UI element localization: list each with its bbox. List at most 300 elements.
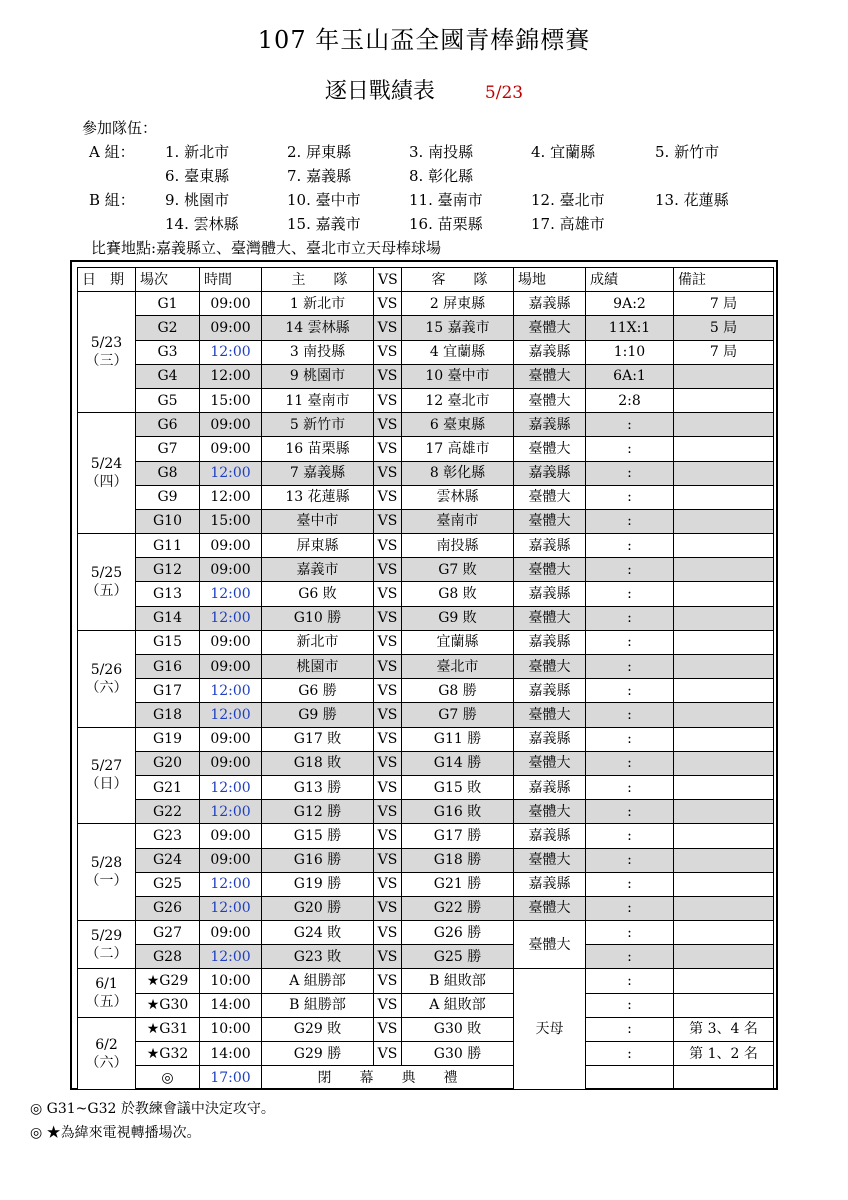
game-id: G16 (136, 655, 200, 679)
game-time: 15:00 (200, 509, 262, 533)
game-venue: 臺體大 (514, 848, 586, 872)
team-item: 13. 花蓮縣 (655, 191, 729, 209)
vs-label: VS (374, 1017, 402, 1041)
group-b-label: B 組： (89, 191, 135, 209)
game-score: : (586, 655, 674, 679)
game-id: G23 (136, 824, 200, 848)
vs-label: VS (374, 679, 402, 703)
header-date: 日 期 (78, 268, 136, 292)
game-score: 9A:2 (586, 292, 674, 316)
game-note (674, 824, 774, 848)
vs-label: VS (374, 485, 402, 509)
game-venue: 臺體大 (514, 388, 586, 412)
header-score: 成績 (586, 268, 674, 292)
away-team: 15 嘉義市 (402, 316, 514, 340)
game-note (674, 364, 774, 388)
vs-label: VS (374, 413, 402, 437)
away-team: G11 勝 (402, 727, 514, 751)
game-score: : (586, 606, 674, 630)
game-score: : (586, 775, 674, 799)
game-venue: 臺體大 (514, 751, 586, 775)
table-row (78, 1042, 774, 1066)
game-venue: 臺體大 (514, 703, 586, 727)
vs-label: VS (374, 872, 402, 896)
game-id: G14 (136, 606, 200, 630)
game-note (674, 485, 774, 509)
away-team: G25 勝 (402, 945, 514, 969)
away-team: G15 敗 (402, 775, 514, 799)
table-row (78, 703, 774, 727)
game-note (674, 751, 774, 775)
game-venue: 臺體大 (514, 509, 586, 533)
day-cell (78, 534, 136, 631)
table-row (78, 630, 774, 654)
game-venue: 臺體大 (514, 364, 586, 388)
game-time: 12:00 (200, 461, 262, 485)
away-team: G18 勝 (402, 848, 514, 872)
schedule-body (78, 292, 774, 1090)
away-team: 2 屏東縣 (402, 292, 514, 316)
footnote: ◎ ★為緯來電視轉播場次。 (30, 1125, 201, 1141)
game-venue: 嘉義縣 (514, 340, 586, 364)
table-row (78, 872, 774, 896)
game-note (674, 800, 774, 824)
home-team: 臺中市 (262, 509, 374, 533)
day-date: 5/23 (90, 335, 123, 352)
game-note (674, 630, 774, 654)
game-note (674, 461, 774, 485)
game-id: G22 (136, 800, 200, 824)
game-venue: 臺體大 (514, 896, 586, 920)
home-team: 13 花蓮縣 (262, 485, 374, 509)
game-venue: 臺體大 (514, 800, 586, 824)
game-venue: 臺體大 (514, 921, 586, 969)
game-time: 12:00 (200, 679, 262, 703)
home-team: 14 雲林縣 (262, 316, 374, 340)
header-away: 客 隊 (402, 268, 514, 292)
team-item: 9. 桃園市 (165, 191, 230, 209)
game-id: G24 (136, 848, 200, 872)
game-score: : (586, 413, 674, 437)
home-team: G17 敗 (262, 727, 374, 751)
game-id: G15 (136, 630, 200, 654)
away-team: G21 勝 (402, 872, 514, 896)
table-row (78, 969, 774, 993)
game-id: G6 (136, 413, 200, 437)
game-time: 15:00 (200, 388, 262, 412)
game-score: : (586, 824, 674, 848)
game-score: : (586, 945, 674, 969)
away-team: 17 高雄市 (402, 437, 514, 461)
away-team: 雲林縣 (402, 485, 514, 509)
vs-label: VS (374, 292, 402, 316)
home-team: G24 敗 (262, 921, 374, 945)
team-item: 1. 新北市 (165, 143, 230, 161)
table-row (78, 727, 774, 751)
game-id: G8 (136, 461, 200, 485)
vs-label: VS (374, 582, 402, 606)
game-venue: 臺體大 (514, 437, 586, 461)
day-cell (78, 630, 136, 727)
away-team: G30 敗 (402, 1017, 514, 1041)
home-team: B 組勝部 (262, 993, 374, 1017)
day-weekday: （一） (85, 873, 128, 890)
closing-time: 17:00 (200, 1066, 262, 1090)
away-team: G17 勝 (402, 824, 514, 848)
home-team: 3 南投縣 (262, 340, 374, 364)
away-team: 12 臺北市 (402, 388, 514, 412)
game-note (674, 679, 774, 703)
game-venue: 臺體大 (514, 606, 586, 630)
game-id: G26 (136, 896, 200, 920)
game-score: : (586, 679, 674, 703)
game-note: 7 局 (674, 340, 774, 364)
team-item: 4. 宜蘭縣 (531, 143, 596, 161)
game-score: 1:10 (586, 340, 674, 364)
game-note (674, 775, 774, 799)
game-note (674, 558, 774, 582)
day-cell (78, 921, 136, 969)
table-row (78, 413, 774, 437)
game-id: G4 (136, 364, 200, 388)
vs-label: VS (374, 775, 402, 799)
vs-label: VS (374, 945, 402, 969)
vs-label: VS (374, 364, 402, 388)
vs-label: VS (374, 534, 402, 558)
vs-label: VS (374, 655, 402, 679)
day-date: 6/1 (95, 976, 118, 993)
vs-label: VS (374, 703, 402, 727)
closing-score (586, 1066, 674, 1090)
home-team: 11 臺南市 (262, 388, 374, 412)
game-note (674, 413, 774, 437)
home-team: G12 勝 (262, 800, 374, 824)
game-venue: 嘉義縣 (514, 727, 586, 751)
game-note (674, 509, 774, 533)
home-team: 7 嘉義縣 (262, 461, 374, 485)
team-item: 7. 嘉義縣 (287, 167, 352, 185)
game-venue: 天母 (514, 969, 586, 1090)
day-date: 5/26 (90, 661, 123, 678)
table-row (78, 340, 774, 364)
header-row (78, 268, 774, 292)
game-id: G20 (136, 751, 200, 775)
game-id: ★G29 (136, 969, 200, 993)
game-id: G11 (136, 534, 200, 558)
game-note (674, 655, 774, 679)
subtitle-text: 逐日戰績表 (324, 79, 435, 104)
closing-note (674, 1066, 774, 1090)
away-team: G26 勝 (402, 921, 514, 945)
home-team: 16 苗栗縣 (262, 437, 374, 461)
report-date: 5/23 (484, 83, 524, 103)
game-id: G1 (136, 292, 200, 316)
game-time: 14:00 (200, 993, 262, 1017)
game-score: : (586, 727, 674, 751)
game-score: : (586, 921, 674, 945)
home-team: G29 勝 (262, 1042, 374, 1066)
game-id: ★G30 (136, 993, 200, 1017)
game-id: G28 (136, 945, 200, 969)
game-time: 12:00 (200, 606, 262, 630)
closing-row (78, 1066, 774, 1090)
game-id: ★G31 (136, 1017, 200, 1041)
home-team: 桃園市 (262, 655, 374, 679)
table-row (78, 679, 774, 703)
game-score: : (586, 630, 674, 654)
footnote: ◎ G31~G32 於教練會議中決定攻守。 (30, 1101, 275, 1117)
day-weekday: （五） (85, 582, 128, 599)
table-row (78, 945, 774, 969)
game-time: 12:00 (200, 872, 262, 896)
game-venue: 嘉義縣 (514, 292, 586, 316)
closing-label: 閉 幕 典 禮 (262, 1066, 514, 1090)
away-team: G8 勝 (402, 679, 514, 703)
game-time: 09:00 (200, 921, 262, 945)
game-time: 09:00 (200, 534, 262, 558)
away-team: G30 勝 (402, 1042, 514, 1066)
vs-label: VS (374, 848, 402, 872)
home-team: G13 勝 (262, 775, 374, 799)
table-row (78, 606, 774, 630)
schedule-table (77, 267, 774, 1090)
closing-id: ◎ (136, 1066, 200, 1090)
game-id: G19 (136, 727, 200, 751)
game-venue: 嘉義縣 (514, 679, 586, 703)
footnotes (30, 1097, 275, 1145)
team-item: 5. 新竹市 (655, 143, 720, 161)
home-team: 屏東縣 (262, 534, 374, 558)
day-cell (78, 292, 136, 413)
game-venue: 臺體大 (514, 655, 586, 679)
home-team: 9 桃園市 (262, 364, 374, 388)
vs-label: VS (374, 896, 402, 920)
game-id: G10 (136, 509, 200, 533)
table-row (78, 1017, 774, 1041)
game-score: : (586, 1017, 674, 1041)
day-date: 5/24 (90, 456, 123, 473)
vs-label: VS (374, 1042, 402, 1066)
vs-label: VS (374, 437, 402, 461)
game-note: 第 1、2 名 (674, 1042, 774, 1066)
table-row (78, 388, 774, 412)
team-item: 12. 臺北市 (531, 191, 605, 209)
table-row (78, 582, 774, 606)
vs-label: VS (374, 388, 402, 412)
game-note (674, 388, 774, 412)
vs-label: VS (374, 921, 402, 945)
team-item: 16. 苗栗縣 (409, 215, 483, 233)
table-row (78, 848, 774, 872)
away-team: G14 勝 (402, 751, 514, 775)
away-team: 4 宜蘭縣 (402, 340, 514, 364)
table-row (78, 921, 774, 945)
home-team: 新北市 (262, 630, 374, 654)
game-note (674, 921, 774, 945)
game-time: 12:00 (200, 896, 262, 920)
game-time: 09:00 (200, 413, 262, 437)
game-note: 7 局 (674, 292, 774, 316)
vs-label: VS (374, 461, 402, 485)
game-id: G7 (136, 437, 200, 461)
game-venue: 嘉義縣 (514, 534, 586, 558)
game-venue: 嘉義縣 (514, 630, 586, 654)
away-team: B 組敗部 (402, 969, 514, 993)
game-id: G27 (136, 921, 200, 945)
header-home: 主 隊 (262, 268, 374, 292)
teams-section (0, 0, 848, 260)
game-score: : (586, 1042, 674, 1066)
game-note (674, 872, 774, 896)
game-score: : (586, 800, 674, 824)
table-row (78, 485, 774, 509)
home-team: G6 勝 (262, 679, 374, 703)
game-time: 09:00 (200, 630, 262, 654)
game-score: : (586, 534, 674, 558)
game-time: 10:00 (200, 1017, 262, 1041)
game-note (674, 582, 774, 606)
away-team: 8 彰化縣 (402, 461, 514, 485)
day-cell (78, 413, 136, 534)
game-id: G18 (136, 703, 200, 727)
header-note: 備註 (674, 268, 774, 292)
home-team: A 組勝部 (262, 969, 374, 993)
home-team: G6 敗 (262, 582, 374, 606)
game-time: 12:00 (200, 340, 262, 364)
game-note (674, 534, 774, 558)
vs-label: VS (374, 340, 402, 364)
game-time: 12:00 (200, 775, 262, 799)
game-note (674, 437, 774, 461)
vs-label: VS (374, 751, 402, 775)
group-a-label: A 組： (89, 143, 135, 161)
away-team: 南投縣 (402, 534, 514, 558)
game-score: : (586, 461, 674, 485)
game-note (674, 993, 774, 1017)
table-row (78, 364, 774, 388)
home-team: 嘉義市 (262, 558, 374, 582)
game-time: 09:00 (200, 316, 262, 340)
header-time: 時間 (200, 268, 262, 292)
away-team: G7 勝 (402, 703, 514, 727)
game-venue: 嘉義縣 (514, 872, 586, 896)
away-team: 臺南市 (402, 509, 514, 533)
vs-label: VS (374, 509, 402, 533)
home-team: G29 敗 (262, 1017, 374, 1041)
game-venue: 臺體大 (514, 316, 586, 340)
game-venue: 嘉義縣 (514, 775, 586, 799)
table-row (78, 558, 774, 582)
team-item: 10. 臺中市 (287, 191, 361, 209)
schedule-frame (70, 260, 778, 1090)
away-team: G16 敗 (402, 800, 514, 824)
game-id: G12 (136, 558, 200, 582)
game-note (674, 969, 774, 993)
game-score: : (586, 437, 674, 461)
team-item: 17. 高雄市 (531, 215, 605, 233)
home-team: G9 勝 (262, 703, 374, 727)
game-score: 11X:1 (586, 316, 674, 340)
home-team: 1 新北市 (262, 292, 374, 316)
vs-label: VS (374, 630, 402, 654)
day-cell (78, 727, 136, 824)
away-team: 10 臺中市 (402, 364, 514, 388)
game-id: G3 (136, 340, 200, 364)
day-weekday: （二） (85, 945, 128, 962)
table-row (78, 800, 774, 824)
team-item: 15. 嘉義市 (287, 215, 361, 233)
header-vs: VS (374, 268, 402, 292)
day-weekday: （六） (85, 679, 128, 696)
game-score: : (586, 509, 674, 533)
game-time: 09:00 (200, 292, 262, 316)
game-score: : (586, 872, 674, 896)
table-row (78, 775, 774, 799)
game-time: 12:00 (200, 800, 262, 824)
day-date: 5/27 (90, 758, 123, 775)
game-note (674, 896, 774, 920)
away-team: G22 勝 (402, 896, 514, 920)
day-date: 5/25 (90, 564, 123, 581)
game-score: : (586, 969, 674, 993)
home-team: G18 敗 (262, 751, 374, 775)
day-weekday: （日） (85, 776, 128, 793)
table-row (78, 534, 774, 558)
home-team: G19 勝 (262, 872, 374, 896)
game-venue: 臺體大 (514, 485, 586, 509)
game-time: 09:00 (200, 655, 262, 679)
table-row (78, 437, 774, 461)
game-id: G13 (136, 582, 200, 606)
away-team: A 組敗部 (402, 993, 514, 1017)
game-time: 12:00 (200, 945, 262, 969)
game-id: G25 (136, 872, 200, 896)
home-team: G10 勝 (262, 606, 374, 630)
venue-line: 比賽地點:嘉義縣立、臺灣體大、臺北市立天母棒球場 (91, 239, 442, 257)
header-venue: 場地 (514, 268, 586, 292)
game-time: 12:00 (200, 485, 262, 509)
game-note (674, 848, 774, 872)
table-row (78, 655, 774, 679)
game-score: : (586, 485, 674, 509)
game-score: : (586, 751, 674, 775)
game-time: 09:00 (200, 727, 262, 751)
team-item: 14. 雲林縣 (165, 215, 239, 233)
vs-label: VS (374, 993, 402, 1017)
vs-label: VS (374, 969, 402, 993)
game-time: 09:00 (200, 824, 262, 848)
day-date: 5/29 (90, 927, 123, 944)
away-team: G8 敗 (402, 582, 514, 606)
page-title: 107 年玉山盃全國青棒錦標賽 (257, 26, 591, 54)
game-time: 12:00 (200, 364, 262, 388)
game-score: : (586, 896, 674, 920)
game-score: : (586, 703, 674, 727)
game-score: : (586, 582, 674, 606)
home-team: G20 勝 (262, 896, 374, 920)
game-time: 09:00 (200, 437, 262, 461)
teams-label: 參加隊伍： (82, 119, 158, 137)
game-score: : (586, 558, 674, 582)
game-venue: 臺體大 (514, 558, 586, 582)
away-team: G7 敗 (402, 558, 514, 582)
game-time: 09:00 (200, 751, 262, 775)
away-team: G9 敗 (402, 606, 514, 630)
game-id: G5 (136, 388, 200, 412)
table-row (78, 993, 774, 1017)
home-team: 5 新竹市 (262, 413, 374, 437)
game-time: 14:00 (200, 1042, 262, 1066)
